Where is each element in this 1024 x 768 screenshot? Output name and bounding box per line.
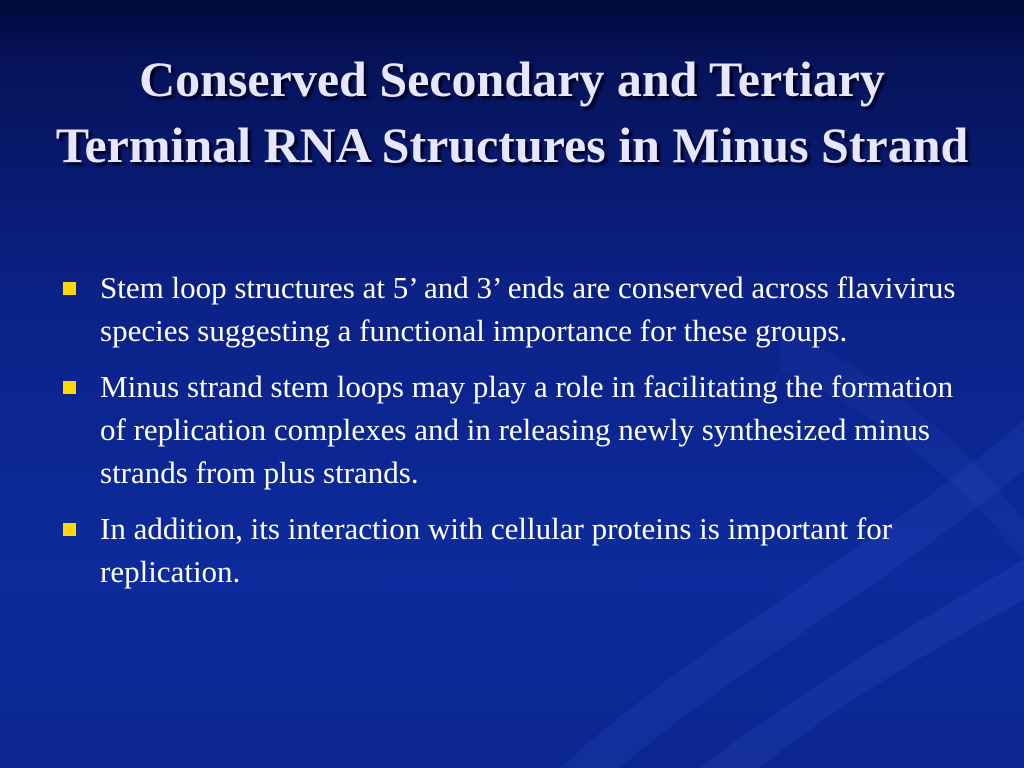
bullet-item [60,365,980,494]
slide-title: Conserved Secondary and Tertiary Terminal RNA Structures in Minus Strand [55,51,969,173]
bullet-text: Minus strand stem loops may play a role in facilitating the formation of replication complexes and in releasing newly synthesized minus strands from plus strands. [100,369,954,490]
bullet-text: Stem loop structures at 5’ and 3’ ends are conserved across flavivirus species suggesting a functional importance for these groups. [100,270,956,348]
bullet-list [60,266,980,606]
square-bullet-icon [63,523,76,536]
bullet-text: In addition, its interaction with cellular proteins is important for replication. [100,511,893,589]
square-bullet-icon [63,381,76,394]
bullet-item [60,507,980,593]
square-bullet-icon [63,282,76,295]
bullet-item [60,266,980,352]
